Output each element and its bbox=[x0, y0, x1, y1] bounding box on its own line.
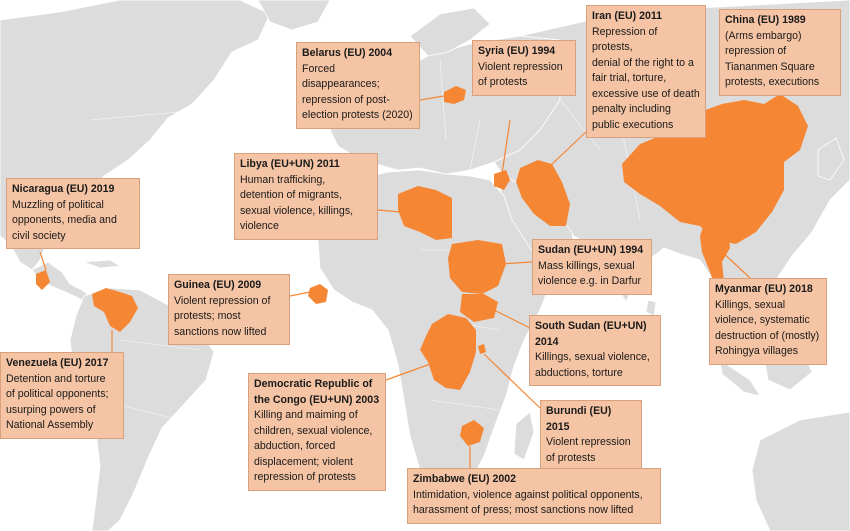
label-text: Violent repression of protests bbox=[546, 436, 631, 464]
label-text: Human trafficking, detention of migrants, sexual violence, killings, violence bbox=[240, 173, 354, 232]
label-title: Venezuela (EU) 2017 bbox=[6, 357, 109, 369]
label-title: Democratic Republic of the Congo (EU+UN) 2003 bbox=[254, 378, 380, 406]
label-zimbabwe bbox=[407, 468, 661, 524]
label-title: Guinea (EU) 2009 bbox=[174, 279, 262, 291]
label-title: Burundi (EU) 2015 bbox=[546, 405, 612, 433]
label-text: Killings, sexual violence, systematic destruction of (mostly) Rohingya villages bbox=[715, 298, 820, 357]
label-text: Detention and torture of political opponents; usurping powers of National Assembly bbox=[6, 372, 109, 431]
label-sudan bbox=[532, 239, 652, 295]
label-title: Myanmar (EU) 2018 bbox=[715, 283, 813, 295]
label-text: Muzzling of political opponents, media and civil society bbox=[12, 198, 117, 242]
label-text: Killing and maiming of children, sexual violence, abduction, forced displacement; violent repression of protests bbox=[254, 409, 373, 483]
label-title: Syria (EU) 1994 bbox=[478, 45, 556, 57]
label-text: Mass killings, sexual violence e.g. in Darfur bbox=[538, 259, 642, 287]
label-title: Libya (EU+UN) 2011 bbox=[240, 158, 340, 170]
label-text: Violent repression of protests bbox=[478, 60, 563, 88]
label-iran bbox=[586, 5, 706, 138]
label-belarus bbox=[296, 42, 420, 129]
label-drc bbox=[248, 373, 386, 491]
label-nicaragua bbox=[6, 178, 140, 249]
label-title: Zimbabwe (EU) 2002 bbox=[413, 473, 517, 485]
label-syria bbox=[472, 40, 576, 96]
label-myanmar bbox=[709, 278, 827, 365]
label-title: South Sudan (EU+UN) 2014 bbox=[535, 320, 647, 348]
label-title: China (EU) 1989 bbox=[725, 14, 806, 26]
label-title: Sudan (EU+UN) 1994 bbox=[538, 244, 644, 256]
label-title: Nicaragua (EU) 2019 bbox=[12, 183, 115, 195]
label-title: Iran (EU) 2011 bbox=[592, 10, 663, 22]
label-libya bbox=[234, 153, 378, 240]
label-china bbox=[719, 9, 841, 96]
label-text: (Arms embargo) repression of Tiananmen Square protests, executions bbox=[725, 29, 820, 88]
label-text: Violent repression of protests; most sanctions now lifted bbox=[174, 294, 271, 338]
label-text: Repression of protests, denial of the right to a fair trial, torture, excessive use of death penalty including public executions bbox=[592, 25, 700, 131]
label-text: Intimidation, violence against political opponents, harassment of press; most sanctions now lifted bbox=[413, 488, 643, 516]
label-guinea bbox=[168, 274, 290, 345]
label-venezuela bbox=[0, 352, 124, 439]
label-text: Killings, sexual violence, abductions, torture bbox=[535, 351, 650, 379]
label-south-sudan bbox=[529, 315, 661, 386]
label-text: Forced disappearances; repression of post- election protests (2020) bbox=[302, 62, 413, 121]
label-title: Belarus (EU) 2004 bbox=[302, 47, 393, 59]
label-burundi bbox=[540, 400, 642, 471]
